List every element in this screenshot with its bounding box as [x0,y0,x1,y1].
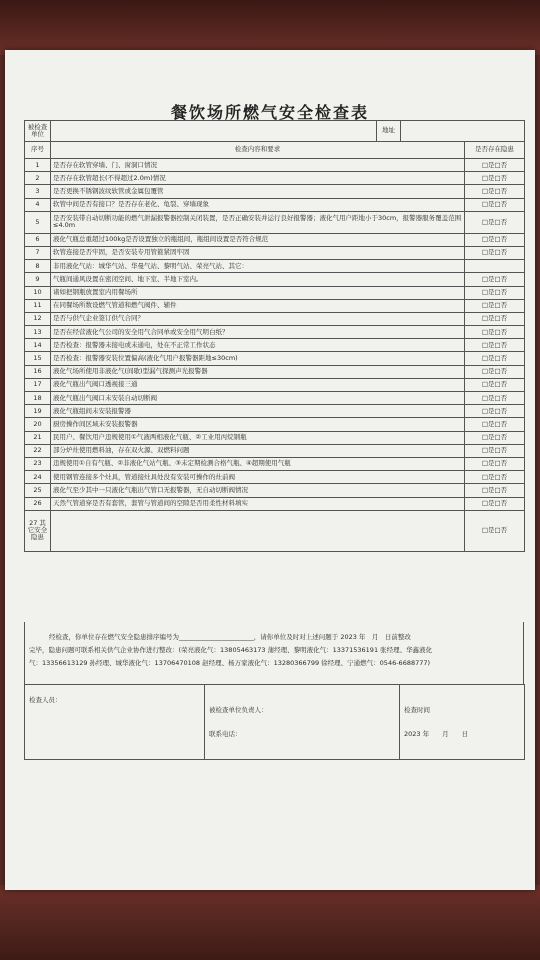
table-row [25,405,525,418]
row-number: 17 [25,378,51,391]
table-row [25,246,525,259]
table-row [25,211,525,233]
row-number: 24 [25,471,51,484]
table-row [25,378,525,391]
row-text: 民用户、餐饮用户违规使用①气液两相液化气瓶、②工业用丙烷钢瓶 [51,431,465,444]
table-row [25,326,525,339]
table-row [25,365,525,378]
table-row [25,352,525,365]
row-checkbox[interactable]: □是□否 [465,286,525,299]
row-text: 天然气管道穿是否有套管，套管与管道间的空隙是否用柔性材料填实 [51,497,465,510]
row-text: 液化气瓶总重超过100kg是否设置独立的瓶组间，瓶组间设置是否符合规范 [51,233,465,246]
unit-leader-cell[interactable] [205,685,400,760]
row-checkbox[interactable]: □是□否 [465,211,525,233]
row-number: 23 [25,457,51,470]
table-row [25,172,525,185]
row-checkbox[interactable]: □是□否 [465,457,525,470]
table-row [25,273,525,286]
row-checkbox[interactable]: □是□否 [465,471,525,484]
row-number: 15 [25,352,51,365]
row-checkbox [465,260,525,273]
inspector-label: 检查人员： [29,696,62,704]
table-row [25,392,525,405]
row-number: 5 [25,211,51,233]
table-row [25,418,525,431]
other-hazards-input[interactable] [51,510,465,551]
row-checkbox[interactable]: □是□否 [465,405,525,418]
table-row [25,233,525,246]
col-content-header: 检查内容和要求 [51,142,465,159]
row-checkbox[interactable]: □是□否 [465,185,525,198]
row-checkbox[interactable]: □是□否 [465,431,525,444]
row-number: 25 [25,484,51,497]
table-row [25,286,525,299]
row-checkbox[interactable]: □是□否 [465,418,525,431]
row-number: 22 [25,444,51,457]
other-hazards-row [25,510,525,551]
unit-label: 被检查单位 [25,121,51,142]
other-hazards-checkbox[interactable]: □是□否 [465,510,525,551]
table-row [25,198,525,211]
unit-value[interactable] [51,121,377,142]
row-text: 非用液化气站：城华气站、华曼气站、黎明气站、荣亮气站、其它： [51,260,465,273]
row-text: 液化气至少其中一只液化气瓶出气管口无报警器，无自动切断阀情况 [51,484,465,497]
row-checkbox[interactable]: □是□否 [465,352,525,365]
table-row [25,185,525,198]
column-header-row [25,142,525,159]
row-checkbox[interactable]: □是□否 [465,299,525,312]
row-text: 是否检查：报警器安装位置偏高(液化气用户报警器距地≤30cm) [51,352,465,365]
row-number: 12 [25,312,51,325]
row-checkbox[interactable]: □是□否 [465,233,525,246]
background-top [0,0,540,55]
background-bottom [0,885,540,960]
col-result-header: 是否存在隐患 [465,142,525,159]
row-number: 16 [25,365,51,378]
row-number: 11 [25,299,51,312]
phone-label: 联系电话： [209,730,242,738]
notice-block [24,622,524,684]
other-hazards-label: 27 其它安全隐患 [25,510,51,551]
row-checkbox[interactable]: □是□否 [465,378,525,391]
table-row [25,299,525,312]
header-unit-row [25,121,525,142]
row-checkbox[interactable]: □是□否 [465,159,525,172]
notice-line-1: 经检查，你单位存在燃气安全隐患排序编号为_______________________，请你单位及时对上述问题于 2023 年 月 日前整改 [49,633,411,641]
time-label: 检查时间 [404,706,430,714]
row-number: 13 [25,326,51,339]
row-number: 18 [25,392,51,405]
date-text: 2023 年 月 日 [404,730,469,738]
address-value[interactable] [401,121,525,142]
table-row [25,312,525,325]
row-checkbox[interactable]: □是□否 [465,172,525,185]
row-checkbox[interactable]: □是□否 [465,365,525,378]
row-number: 7 [25,246,51,259]
row-number: 9 [25,273,51,286]
row-text: 是否更换不锈钢波纹软管或金属包覆管 [51,185,465,198]
row-text: 液化气瓶组间未安装报警器 [51,405,465,418]
table-row [25,471,525,484]
table-row [25,339,525,352]
row-text: 在同餐场所数设燃气管道和燃气阀件、辅件 [51,299,465,312]
row-checkbox[interactable]: □是□否 [465,198,525,211]
row-number: 1 [25,159,51,172]
unit-leader-label: 被检查单位负责人： [209,706,268,714]
row-text: 是否检查：报警器未接电或未通电，处在不正常工作状态 [51,339,465,352]
table-row [25,484,525,497]
row-number: 19 [25,405,51,418]
notice-line-2: 完毕，隐患问题可联系相关供气企业协作进行整改：(荣亮液化气：13805463173 蒲经理、黎明液化气：13371536191 张经理、华鑫液化 [29,646,433,654]
inspector-cell[interactable] [25,685,205,760]
row-text: 是否存在软管穿墙、门、窗洞口情况 [51,159,465,172]
row-text: 部分炉灶使用燃料油，存在双火源、双燃料问题 [51,444,465,457]
row-text: 软管中间是否有接口？是否存在老化、龟裂、穿墙现象 [51,198,465,211]
table-row [25,431,525,444]
row-checkbox[interactable]: □是□否 [465,246,525,259]
row-text: 是否与供气企业签订供气合同？ [51,312,465,325]
row-checkbox[interactable]: □是□否 [465,339,525,352]
row-number: 6 [25,233,51,246]
row-text: 液化气瓶出气阀口透视接三通 [51,378,465,391]
row-checkbox[interactable]: □是□否 [465,312,525,325]
address-label: 地址 [377,121,401,142]
table-row [25,444,525,457]
table-row [25,497,525,510]
row-number: 14 [25,339,51,352]
notice-line-3: 气：13356613129 孙经理、城华液化气：13706470108 赵经理、杨万家液化气：13280366799 徐经理、宁通燃气：0546-6688777) [29,659,431,667]
row-number: 4 [25,198,51,211]
table-row [25,260,525,273]
table-row [25,159,525,172]
signature-table [24,684,525,760]
col-no-header: 序号 [25,142,51,159]
row-text: 使用钢管连接多个灶具，管道接灶具处没有安装可操作的灶前阀 [51,471,465,484]
row-text: 厨房操作间区域未安装报警器 [51,418,465,431]
row-checkbox[interactable]: □是□否 [465,444,525,457]
row-checkbox[interactable]: □是□否 [465,392,525,405]
row-text: 是否安装带自动切断功能的燃气泄漏报警器控制关闭装置，是否正确安装并运行良好报警器；液化气用户距地小于30cm，报警器服务覆盖范围≤4.0m [51,211,465,233]
row-text: 液化气瓶出气阀口未安装自动切断阀 [51,392,465,405]
row-text: 诸如把钢瓶放置室内用餐场所 [51,286,465,299]
row-text: 是否存在软管超长(不得超过2.0m)情况 [51,172,465,185]
row-number: 10 [25,286,51,299]
row-number: 26 [25,497,51,510]
row-number: 8 [25,260,51,273]
form-title: 餐饮场所燃气安全检查表 [170,103,369,122]
table-row [25,457,525,470]
row-number: 2 [25,172,51,185]
inspection-table [24,120,525,552]
row-number: 20 [25,418,51,431]
time-cell[interactable] [400,685,525,760]
row-text: 违规使用①自有气瓶、②非液化气站气瓶、③未定期检测合格气瓶、④超期使用气瓶 [51,457,465,470]
row-checkbox[interactable]: □是□否 [465,484,525,497]
row-checkbox[interactable]: □是□否 [465,326,525,339]
row-checkbox[interactable]: □是□否 [465,497,525,510]
row-text: 软管连接是否牢固，是否安装专用管箍紧固牢固 [51,246,465,259]
row-number: 21 [25,431,51,444]
row-text: 气瓶间通风设置在密闭空间、地下室、半地下室内。 [51,273,465,286]
row-checkbox[interactable]: □是□否 [465,273,525,286]
row-number: 3 [25,185,51,198]
row-text: 液化气场所使用非液化气(间歇)型漏气探测声光报警器 [51,365,465,378]
row-text: 是否在经营液化气公司的安全用气合同单或安全用气明白纸？ [51,326,465,339]
